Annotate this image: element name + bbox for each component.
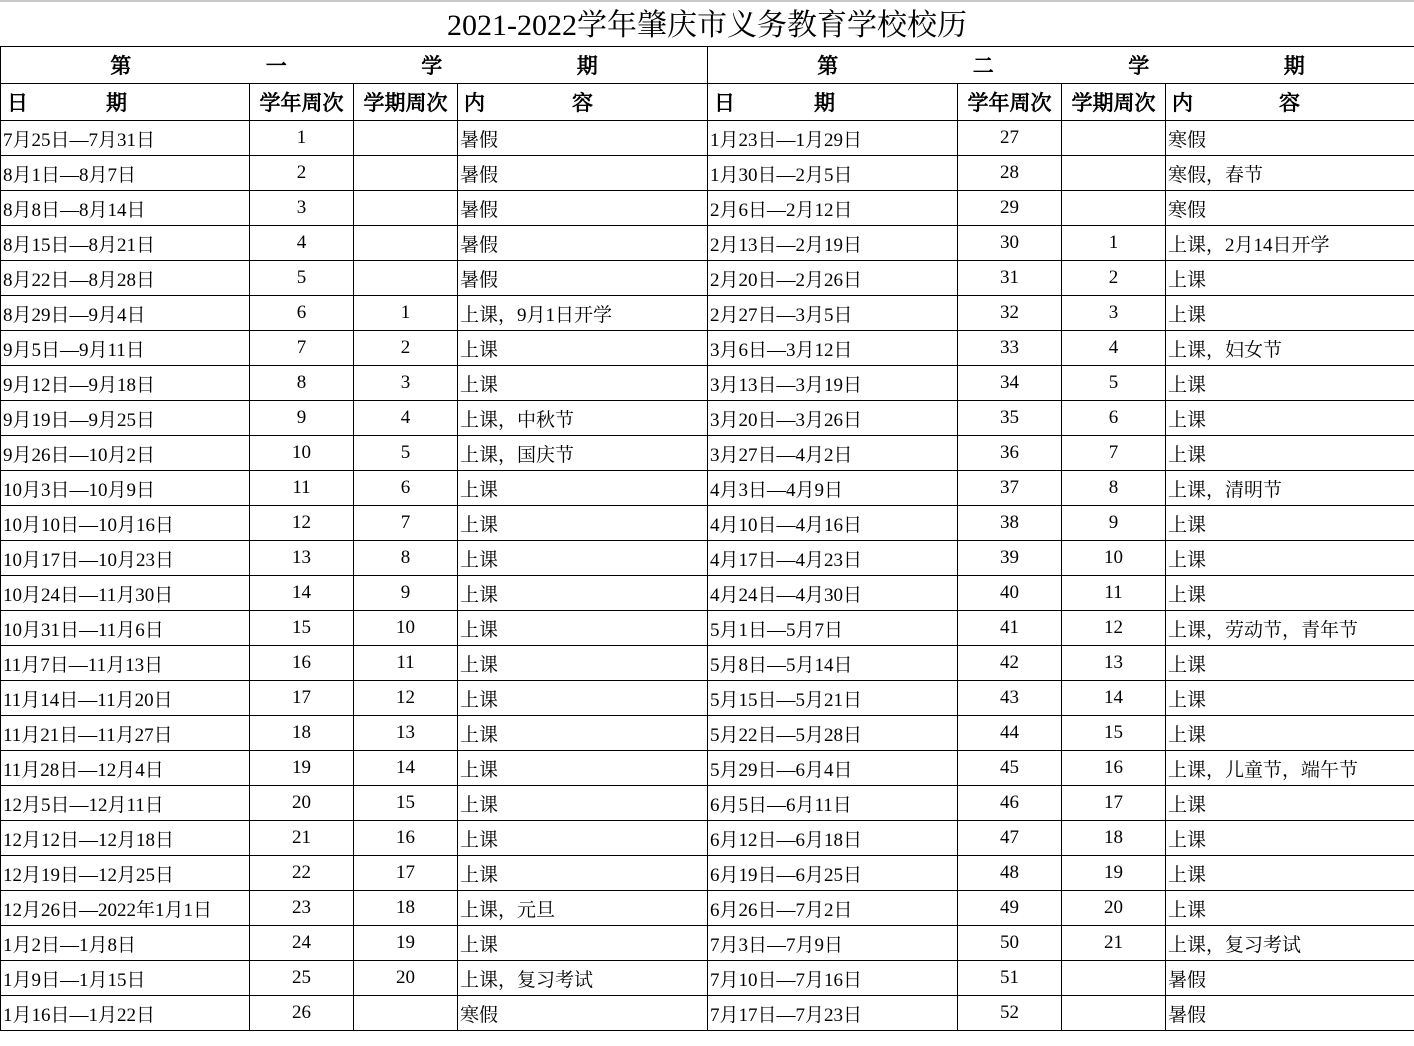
sem2-term-week-cell: 7 [1062,436,1166,471]
sem2-term-week-cell [1062,121,1166,156]
table-row [1,856,1414,891]
sem1-date-cell: 11月21日—11月27日 [1,716,250,751]
sem2-content-cell: 上课 [1166,576,1414,611]
sem1-content-cell: 上课 [458,856,708,891]
sem1-content-cell: 上课 [458,751,708,786]
term-week-header: 学期周次 [1062,84,1166,121]
sem1-content-cell: 上课，中秋节 [458,401,708,436]
table-row [1,996,1414,1031]
sem1-year-week-cell: 10 [250,436,354,471]
sem2-year-week-cell: 49 [958,891,1062,926]
sem2-date-cell: 5月8日—5月14日 [708,646,958,681]
table-row [1,156,1414,191]
sem1-date-cell: 11月28日—12月4日 [1,751,250,786]
sem1-year-week-cell: 21 [250,821,354,856]
sem2-year-week-cell: 47 [958,821,1062,856]
date-header-char: 期 [814,91,835,115]
sem2-date-cell: 1月30日—2月5日 [708,156,958,191]
sem1-date-cell: 12月19日—12月25日 [1,856,250,891]
table-row [1,191,1414,226]
sem2-term-week-cell: 17 [1062,786,1166,821]
sem2-content-cell: 上课 [1166,366,1414,401]
sem2-term-week-cell: 20 [1062,891,1166,926]
sem1-term-week-cell: 10 [354,611,458,646]
semester-1-header [1,47,708,84]
table-row [1,926,1414,961]
date-header-char: 日 [714,91,735,115]
sem1-date-cell: 11月14日—11月20日 [1,681,250,716]
sem1-year-week-cell: 17 [250,681,354,716]
sem1-date-cell: 10月3日—10月9日 [1,471,250,506]
sem1-term-week-cell: 6 [354,471,458,506]
sem1-content-cell: 暑假 [458,121,708,156]
sem1-year-week-cell: 11 [250,471,354,506]
sem1-year-week-cell: 8 [250,366,354,401]
table-row [1,716,1414,751]
sem1-term-week-cell: 7 [354,506,458,541]
semester-2-char: 第 [817,54,839,78]
sem1-year-week-cell: 26 [250,996,354,1031]
sem2-content-cell: 寒假，春节 [1166,156,1414,191]
sem1-content-cell: 暑假 [458,226,708,261]
sem2-term-week-cell [1062,996,1166,1031]
sem1-year-week-cell: 2 [250,156,354,191]
semester-1-char: 期 [576,54,598,78]
sem1-term-week-cell: 12 [354,681,458,716]
content-header [1166,84,1414,121]
sem1-date-cell: 1月2日—1月8日 [1,926,250,961]
table-row [1,471,1414,506]
table-row [1,296,1414,331]
sem2-term-week-cell [1062,191,1166,226]
sem1-content-cell: 上课 [458,331,708,366]
sem1-date-cell: 12月26日—2022年1月1日 [1,891,250,926]
sem1-date-cell: 8月1日—8月7日 [1,156,250,191]
sem2-date-cell: 7月10日—7月16日 [708,961,958,996]
content-header-char: 内 [1172,91,1193,115]
sem2-date-cell: 3月27日—4月2日 [708,436,958,471]
sem2-term-week-cell: 6 [1062,401,1166,436]
sem2-date-cell: 4月17日—4月23日 [708,541,958,576]
sem2-date-cell: 1月23日—1月29日 [708,121,958,156]
sem2-year-week-cell: 48 [958,856,1062,891]
sem1-content-cell: 上课 [458,926,708,961]
table-row [1,611,1414,646]
table-row [1,576,1414,611]
table-row [1,226,1414,261]
sem2-content-cell: 上课 [1166,296,1414,331]
sem1-term-week-cell [354,121,458,156]
sem2-year-week-cell: 42 [958,646,1062,681]
sem1-year-week-cell: 3 [250,191,354,226]
sem1-term-week-cell: 16 [354,821,458,856]
sem1-content-cell: 上课 [458,506,708,541]
sem2-date-cell: 5月22日—5月28日 [708,716,958,751]
sem1-date-cell: 12月5日—12月11日 [1,786,250,821]
sem2-term-week-cell: 8 [1062,471,1166,506]
sem1-term-week-cell [354,191,458,226]
sem1-content-cell: 上课 [458,576,708,611]
sem1-content-cell: 暑假 [458,191,708,226]
sem2-content-cell: 上课 [1166,541,1414,576]
sem1-content-cell: 暑假 [458,261,708,296]
sem2-date-cell: 6月19日—6月25日 [708,856,958,891]
sem1-term-week-cell: 1 [354,296,458,331]
sem2-date-cell: 2月27日—3月5日 [708,296,958,331]
sem2-content-cell: 寒假 [1166,121,1414,156]
sem2-content-cell: 上课 [1166,436,1414,471]
sem1-term-week-cell: 17 [354,856,458,891]
sem2-term-week-cell: 9 [1062,506,1166,541]
sem2-content-cell: 上课 [1166,506,1414,541]
content-header-char: 容 [572,91,593,115]
sem1-year-week-cell: 9 [250,401,354,436]
sem2-content-cell: 上课，2月14日开学 [1166,226,1414,261]
sem2-content-cell: 上课，清明节 [1166,471,1414,506]
sem2-content-cell: 上课，复习考试 [1166,926,1414,961]
sem1-date-cell: 9月12日—9月18日 [1,366,250,401]
sem2-date-cell: 5月1日—5月7日 [708,611,958,646]
sem1-date-cell: 9月19日—9月25日 [1,401,250,436]
sem2-year-week-cell: 31 [958,261,1062,296]
sem2-year-week-cell: 52 [958,996,1062,1031]
sem1-date-cell: 10月10日—10月16日 [1,506,250,541]
semester-2-header [708,47,1414,84]
table-row [1,331,1414,366]
sem2-content-cell: 上课，妇女节 [1166,331,1414,366]
sem1-content-cell: 寒假 [458,996,708,1031]
sem2-date-cell: 6月5日—6月11日 [708,786,958,821]
sem2-content-cell: 暑假 [1166,961,1414,996]
content-header-char: 内 [464,91,485,115]
table-row [1,541,1414,576]
year-week-header: 学年周次 [250,84,354,121]
sem1-year-week-cell: 20 [250,786,354,821]
sem2-date-cell: 3月13日—3月19日 [708,366,958,401]
sem2-year-week-cell: 27 [958,121,1062,156]
sem1-term-week-cell: 15 [354,786,458,821]
sem2-year-week-cell: 50 [958,926,1062,961]
sem2-year-week-cell: 35 [958,401,1062,436]
table-row [1,961,1414,996]
sem1-year-week-cell: 4 [250,226,354,261]
sem2-content-cell: 上课 [1166,716,1414,751]
content-header-char: 容 [1279,91,1300,115]
sem2-term-week-cell [1062,156,1166,191]
sem2-year-week-cell: 34 [958,366,1062,401]
sem2-year-week-cell: 30 [958,226,1062,261]
sem1-year-week-cell: 18 [250,716,354,751]
column-header-row [1,84,1414,121]
sem1-year-week-cell: 5 [250,261,354,296]
table-row [1,891,1414,926]
sem1-term-week-cell [354,226,458,261]
school-calendar-table [0,46,1414,1031]
sem1-year-week-cell: 1 [250,121,354,156]
sem2-term-week-cell: 5 [1062,366,1166,401]
sem2-date-cell: 6月26日—7月2日 [708,891,958,926]
sem2-year-week-cell: 37 [958,471,1062,506]
sem1-date-cell: 9月5日—9月11日 [1,331,250,366]
sem2-year-week-cell: 39 [958,541,1062,576]
sem2-content-cell: 暑假 [1166,996,1414,1031]
sem1-term-week-cell: 2 [354,331,458,366]
sem2-year-week-cell: 38 [958,506,1062,541]
sem2-term-week-cell: 15 [1062,716,1166,751]
sem2-date-cell: 4月24日—4月30日 [708,576,958,611]
semester-header-row [1,47,1414,84]
sem2-content-cell: 上课 [1166,681,1414,716]
sem2-content-cell: 上课 [1166,821,1414,856]
sem2-date-cell: 7月3日—7月9日 [708,926,958,961]
table-row [1,506,1414,541]
sem2-year-week-cell: 46 [958,786,1062,821]
sem1-content-cell: 上课 [458,611,708,646]
sem2-date-cell: 2月6日—2月12日 [708,191,958,226]
sem1-year-week-cell: 25 [250,961,354,996]
sem1-content-cell: 上课，9月1日开学 [458,296,708,331]
sem2-term-week-cell: 14 [1062,681,1166,716]
sem2-year-week-cell: 40 [958,576,1062,611]
sem2-term-week-cell: 12 [1062,611,1166,646]
sem1-date-cell: 12月12日—12月18日 [1,821,250,856]
date-header [708,84,958,121]
sem1-term-week-cell: 14 [354,751,458,786]
sem1-date-cell: 7月25日—7月31日 [1,121,250,156]
semester-2-char: 学 [1128,54,1150,78]
sem1-term-week-cell: 8 [354,541,458,576]
table-row [1,401,1414,436]
sem2-year-week-cell: 33 [958,331,1062,366]
semester-1-char: 学 [421,54,443,78]
sem1-term-week-cell: 19 [354,926,458,961]
sem2-date-cell: 4月3日—4月9日 [708,471,958,506]
sem1-date-cell: 1月9日—1月15日 [1,961,250,996]
sem2-term-week-cell: 3 [1062,296,1166,331]
sem1-date-cell: 10月17日—10月23日 [1,541,250,576]
sem1-date-cell: 8月22日—8月28日 [1,261,250,296]
date-header-char: 期 [106,91,127,115]
sem1-content-cell: 上课 [458,471,708,506]
sem1-date-cell: 9月26日—10月2日 [1,436,250,471]
sem2-year-week-cell: 36 [958,436,1062,471]
sem1-content-cell: 上课 [458,541,708,576]
sem2-term-week-cell: 13 [1062,646,1166,681]
sem1-year-week-cell: 23 [250,891,354,926]
sem2-year-week-cell: 43 [958,681,1062,716]
sem1-term-week-cell: 3 [354,366,458,401]
sem2-content-cell: 上课 [1166,786,1414,821]
sem1-date-cell: 10月24日—11月30日 [1,576,250,611]
sem2-term-week-cell: 16 [1062,751,1166,786]
semester-2-char: 二 [972,54,994,78]
table-row [1,646,1414,681]
sem2-date-cell: 4月10日—4月16日 [708,506,958,541]
sem1-content-cell: 上课 [458,716,708,751]
sem2-date-cell: 2月13日—2月19日 [708,226,958,261]
sem2-term-week-cell: 10 [1062,541,1166,576]
table-row [1,681,1414,716]
sem1-year-week-cell: 14 [250,576,354,611]
page-title: 2021-2022学年肇庆市义务教育学校校历 [0,0,1414,46]
semester-1-char: 一 [265,54,287,78]
table-row [1,366,1414,401]
sem2-content-cell: 寒假 [1166,191,1414,226]
sem1-term-week-cell [354,996,458,1031]
sem2-content-cell: 上课，劳动节，青年节 [1166,611,1414,646]
sem2-term-week-cell: 21 [1062,926,1166,961]
sem2-date-cell: 5月29日—6月4日 [708,751,958,786]
sem1-content-cell: 上课，元旦 [458,891,708,926]
sem1-year-week-cell: 24 [250,926,354,961]
sem1-content-cell: 上课 [458,821,708,856]
sem2-date-cell: 2月20日—2月26日 [708,261,958,296]
sem2-year-week-cell: 28 [958,156,1062,191]
sem2-date-cell: 5月15日—5月21日 [708,681,958,716]
sem2-year-week-cell: 51 [958,961,1062,996]
sem1-term-week-cell [354,156,458,191]
table-row [1,121,1414,156]
sem2-content-cell: 上课 [1166,401,1414,436]
sem2-term-week-cell: 19 [1062,856,1166,891]
sem1-term-week-cell: 20 [354,961,458,996]
sem1-content-cell: 上课 [458,646,708,681]
sem1-term-week-cell: 13 [354,716,458,751]
sem1-year-week-cell: 13 [250,541,354,576]
sem1-date-cell: 8月15日—8月21日 [1,226,250,261]
sem2-year-week-cell: 29 [958,191,1062,226]
sem2-year-week-cell: 45 [958,751,1062,786]
sem2-year-week-cell: 44 [958,716,1062,751]
sem2-date-cell: 7月17日—7月23日 [708,996,958,1031]
sem1-content-cell: 上课，国庆节 [458,436,708,471]
sem1-date-cell: 10月31日—11月6日 [1,611,250,646]
sem2-content-cell: 上课 [1166,856,1414,891]
sem2-date-cell: 3月6日—3月12日 [708,331,958,366]
sem1-content-cell: 上课，复习考试 [458,961,708,996]
sem1-content-cell: 暑假 [458,156,708,191]
sem1-date-cell: 1月16日—1月22日 [1,996,250,1031]
sem1-date-cell: 11月7日—11月13日 [1,646,250,681]
sem1-content-cell: 上课 [458,681,708,716]
sem1-term-week-cell: 5 [354,436,458,471]
table-row [1,786,1414,821]
sem2-content-cell: 上课 [1166,646,1414,681]
sem1-year-week-cell: 22 [250,856,354,891]
table-row [1,436,1414,471]
sem2-year-week-cell: 41 [958,611,1062,646]
sem1-term-week-cell: 11 [354,646,458,681]
sem1-term-week-cell: 4 [354,401,458,436]
sem2-term-week-cell: 11 [1062,576,1166,611]
sem2-content-cell: 上课 [1166,891,1414,926]
sem1-year-week-cell: 16 [250,646,354,681]
sem1-date-cell: 8月8日—8月14日 [1,191,250,226]
table-row [1,261,1414,296]
table-row [1,751,1414,786]
content-header [458,84,708,121]
table-row [1,821,1414,856]
term-week-header: 学期周次 [354,84,458,121]
date-header-char: 日 [7,91,28,115]
sem1-year-week-cell: 19 [250,751,354,786]
sem1-year-week-cell: 12 [250,506,354,541]
sem1-date-cell: 8月29日—9月4日 [1,296,250,331]
sem1-term-week-cell: 18 [354,891,458,926]
sem2-term-week-cell [1062,961,1166,996]
sem2-date-cell: 3月20日—3月26日 [708,401,958,436]
sem1-term-week-cell: 9 [354,576,458,611]
sem2-term-week-cell: 4 [1062,331,1166,366]
sem2-content-cell: 上课，儿童节，端午节 [1166,751,1414,786]
semester-1-char: 第 [110,54,132,78]
sem2-term-week-cell: 2 [1062,261,1166,296]
sem2-year-week-cell: 32 [958,296,1062,331]
sem1-content-cell: 上课 [458,786,708,821]
year-week-header: 学年周次 [958,84,1062,121]
sem2-date-cell: 6月12日—6月18日 [708,821,958,856]
sem2-term-week-cell: 1 [1062,226,1166,261]
semester-2-char: 期 [1283,54,1305,78]
sem1-year-week-cell: 15 [250,611,354,646]
sem2-term-week-cell: 18 [1062,821,1166,856]
sem1-content-cell: 上课 [458,366,708,401]
date-header [1,84,250,121]
sem1-year-week-cell: 7 [250,331,354,366]
sem1-term-week-cell [354,261,458,296]
sem2-content-cell: 上课 [1166,261,1414,296]
sem1-year-week-cell: 6 [250,296,354,331]
